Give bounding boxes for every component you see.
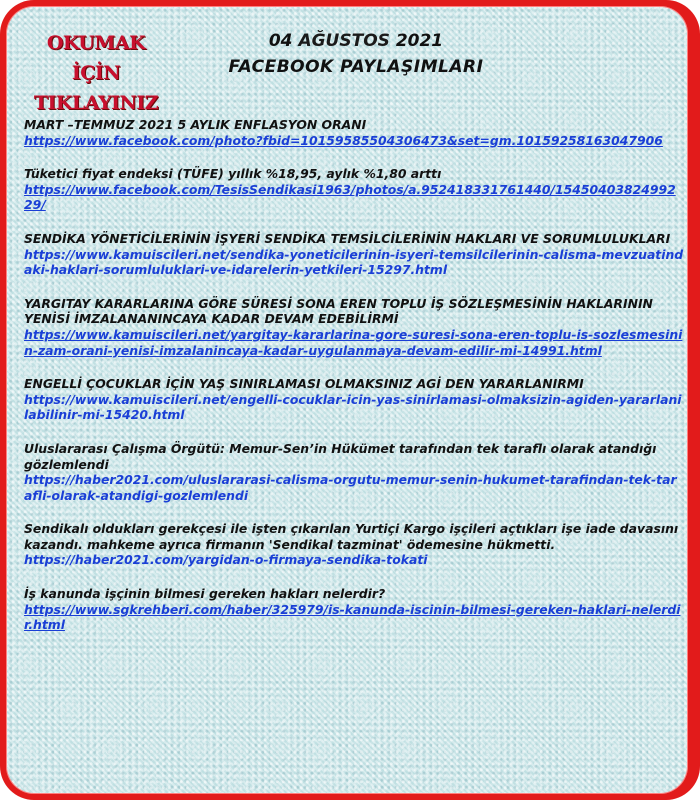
list-item [24,376,684,423]
entry-link[interactable]: https://www.kamuiscileri.net/engelli-cocuklar-icin-yas-sinirlamasi-olmaksizin-agiden-yararlanilabilinir-mi-15420.html [24,391,682,423]
badge-line-2: TIKLAYINIZ [33,92,159,114]
entry-title: ENGELLİ ÇOCUKLAR İÇİN YAŞ SINIRLAMASI OLMAKSINIZ AGİ DEN YARARLANIRMI [24,376,584,392]
list-item [24,441,684,503]
date-month: AĞUSTOS [298,31,390,51]
entry-link[interactable]: https://haber2021.com/uluslararasi-calisma-orgutu-memur-senin-hukumet-tarafindan-tek-tarafli-olarak-atandigi-gozlemlendi [24,472,677,503]
list-item [24,117,684,148]
entry-link[interactable]: https://www.facebook.com/TesisSendikasi1963/photos/a.952418331761440/1545040382499229/ [24,181,676,213]
entry-link[interactable]: https://www.kamuiscileri.net/sendika-yoneticilerinin-isyeri-temsilcilerinin-calisma-mevzuatindaki-haklari-sorumluluklari-ve-idarelerin-yetkileri-15297.html [24,246,684,278]
date-day: 04 [268,31,293,51]
list-item [24,521,684,568]
list-item [24,166,684,213]
list-item [24,586,684,633]
entry-title: Tüketici fiyat endeksi (TÜFE) yıllık %18,95, aylık %1,80 arttı [24,166,442,182]
entries-list [24,117,684,651]
entry-title: MART –TEMMUZ 2021 5 AYLIK ENFLASYON ORANI [24,117,367,132]
header-date [176,28,536,54]
entry-link[interactable]: https://www.kamuiscileri.net/yargitay-kararlarina-gore-suresi-sona-eren-toplu-is-sozlesmesinin-zam-orani-yenisi-imzalanincaya-kadar-uygulanmaya-devam-edilir-mi-14991.html [24,326,683,358]
badge-line-1: OKUMAK İÇİN [46,32,146,84]
entry-link[interactable]: https://www.facebook.com/photo?fbid=10159585504306473&set=gm.10159258163047906 [24,132,663,148]
page-header [176,28,536,80]
entry-title: İş kanunda işçinin bilmesi gereken hakları nelerdir? [24,586,386,602]
list-item [24,231,684,278]
entry-title: SENDİKA YÖNETİCİLERİNİN İŞYERİ SENDİKA TEMSİLCİLERİNİN HAKLARI VE SORUMLULUKLARI [24,230,671,246]
entry-link[interactable]: https://haber2021.com/yargidan-o-firmaya-sendika-tokati [24,552,428,568]
list-item [24,296,684,358]
content-card [6,6,688,794]
entry-title: YARGITAY KARARLARINA GÖRE SÜRESİ SONA EREN TOPLU İŞ SÖZLEŞMESİNİN HAKLARININ YENİSİ İMZALANANINCAYA KADAR DEVAM EDEBİLİRMİ [24,295,653,327]
entry-link[interactable]: https://www.sgkrehberi.com/haber/325979/is-kanunda-iscinin-bilmesi-gereken-haklari-nelerdir.html [24,601,681,633]
entry-title: Sendikalı oldukları gerekçesi ile işten çıkarılan Yurtiçi Kargo işçileri açtıkları işe iade davasını kazandı. mahkeme ayrıca firmanın 'Sendikal tazminat' ödemesine hükmetti. [24,521,679,552]
click-to-read-badge[interactable] [22,28,170,118]
date-year: 2021 [395,31,444,51]
header-subtitle: FACEBOOK PAYLAŞIMLARI [228,57,484,77]
entry-title: Uluslararası Çalışma Örgütü: Memur-Sen’in Hükümet tarafından tek taraflı olarak atandığı gözlemlendi [24,440,657,472]
